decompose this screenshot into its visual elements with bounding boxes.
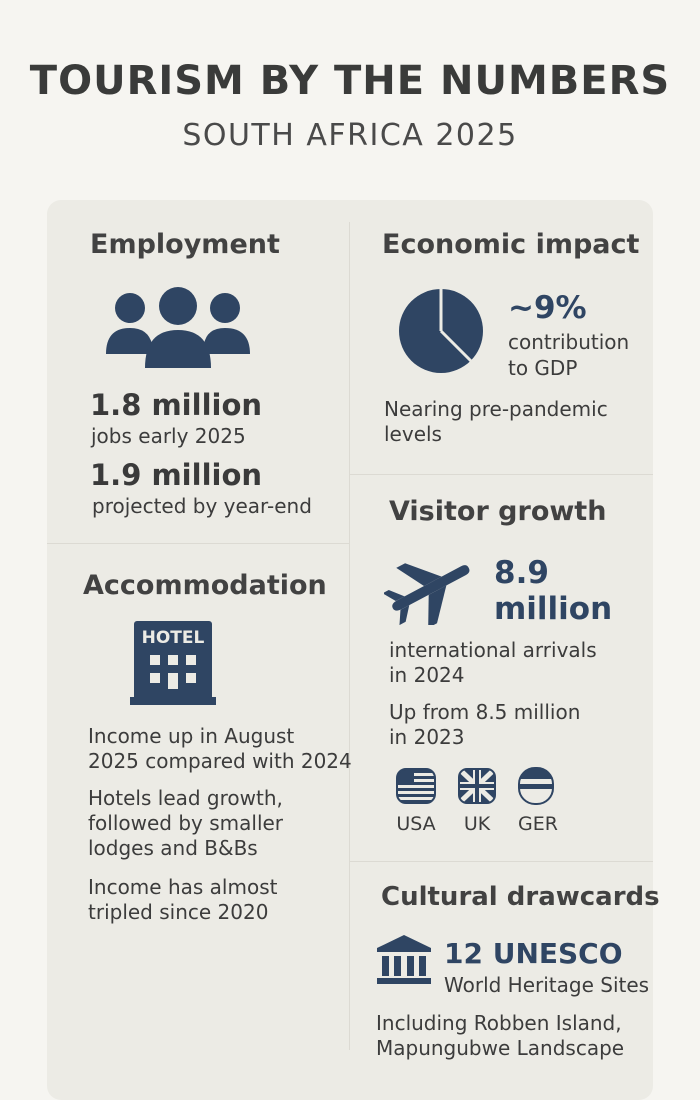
flag-label-usa: USA	[396, 813, 436, 835]
hotel-building-icon	[130, 621, 216, 707]
page-subtitle: SOUTH AFRICA 2025	[182, 118, 518, 153]
visitor-value-line2: million	[494, 591, 613, 627]
accommodation-line3: Hotels lead growth,	[88, 786, 283, 810]
employment-stat1-label: jobs early 2025	[91, 424, 246, 448]
accommodation-line7: tripled since 2020	[88, 900, 269, 924]
accommodation-line1: Income up in August	[88, 724, 295, 748]
employment-stat1-value: 1.8 million	[90, 388, 263, 422]
economic-note-line1: Nearing pre-pandemic	[384, 397, 608, 421]
visitor-label-line2: in 2024	[389, 663, 465, 687]
employment-stat2-value: 1.9 million	[90, 458, 263, 492]
section-divider-right-1	[350, 474, 653, 475]
flag-label-ger: GER	[518, 813, 558, 835]
hotel-sign-text: HOTEL	[141, 628, 205, 648]
accommodation-line4: followed by smaller	[88, 811, 284, 835]
employment-stat2-label: projected by year-end	[92, 494, 312, 518]
pie-chart-icon	[397, 287, 485, 375]
culture-value: 12 UNESCO	[444, 937, 623, 970]
economic-note-line2: levels	[384, 422, 442, 446]
economic-value: ~9%	[508, 290, 587, 326]
visitor-heading: Visitor growth	[389, 496, 607, 527]
culture-note-line1: Including Robben Island,	[376, 1011, 622, 1035]
visitor-label-line1: international arrivals	[389, 638, 597, 662]
visitor-note-line1: Up from 8.5 million	[389, 700, 581, 724]
visitor-note-line2: in 2023	[389, 725, 465, 749]
people-group-icon	[104, 286, 252, 370]
accommodation-line6: Income has almost	[88, 875, 278, 899]
culture-heading: Cultural drawcards	[381, 882, 660, 912]
culture-note-line2: Mapungubwe Landscape	[376, 1036, 625, 1060]
economic-label-line1: contribution	[508, 330, 630, 354]
page-title: TOURISM BY THE NUMBERS	[29, 58, 671, 104]
section-divider-left	[47, 543, 349, 544]
accommodation-line5: lodges and B&Bs	[88, 836, 258, 860]
uk-flag-icon	[458, 768, 496, 804]
museum-building-icon	[377, 935, 431, 985]
accommodation-heading: Accommodation	[83, 570, 327, 601]
economic-label-line2: to GDP	[508, 356, 578, 380]
flag-label-uk: UK	[463, 813, 491, 835]
airplane-icon	[384, 553, 474, 625]
column-divider	[349, 222, 350, 1050]
culture-label: World Heritage Sites	[444, 973, 650, 997]
employment-heading: Employment	[90, 229, 280, 260]
economic-heading: Economic impact	[382, 229, 640, 260]
section-divider-right-2	[350, 861, 653, 862]
usa-flag-icon	[396, 768, 436, 804]
germany-flag-icon	[518, 767, 554, 805]
visitor-value-line1: 8.9	[494, 555, 549, 591]
accommodation-line2: 2025 compared with 2024	[88, 749, 352, 773]
